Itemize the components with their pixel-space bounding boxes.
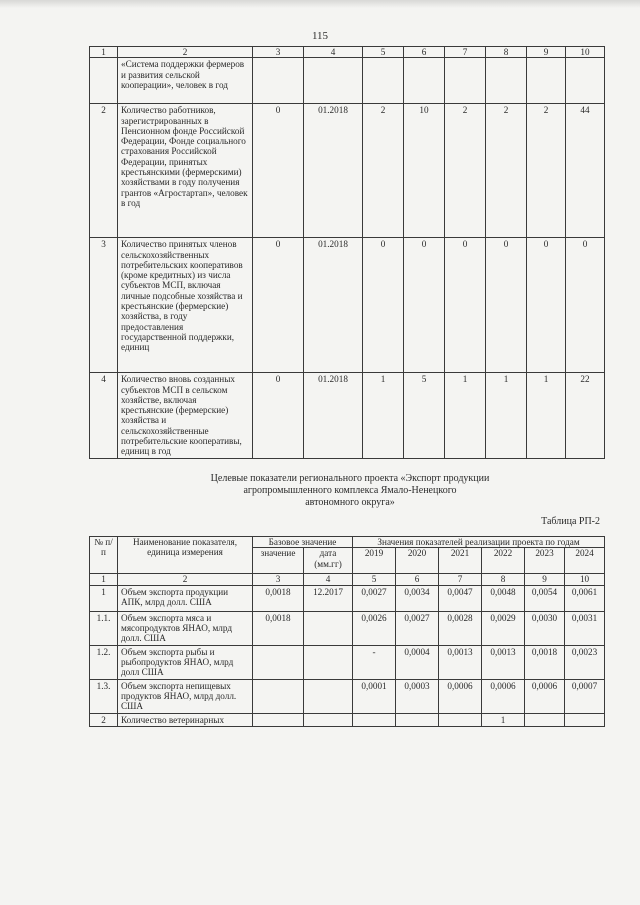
row-number: 2 bbox=[90, 713, 118, 726]
base-date bbox=[304, 679, 353, 713]
export-indicators-table bbox=[89, 536, 605, 727]
value-2021: 2 bbox=[445, 104, 486, 238]
indicator-name: Количество принятых членов сельскохозяйственных потребительских кооперативов (кроме кредитных) из числа субъектов МСП, включая личные подсобные хозяйства и крестьянские (фермерские) хозяйства, в году предоставления государственной поддержки, единиц bbox=[118, 238, 253, 373]
year-2024: 2024 bbox=[565, 548, 605, 574]
column-number-row bbox=[90, 47, 605, 58]
subheader-date: дата (мм.гг) bbox=[304, 548, 353, 574]
page-number: 115 bbox=[311, 30, 329, 42]
value-2024 bbox=[565, 713, 605, 726]
base-date: 12.2017 bbox=[304, 585, 353, 611]
indicator-name: Объем экспорта непищевых продуктов ЯНАО, млрд долл. США bbox=[118, 679, 253, 713]
value-2021: 1 bbox=[445, 373, 486, 458]
value-2022 bbox=[486, 58, 527, 104]
value-2021 bbox=[445, 58, 486, 104]
base-date: 01.2018 bbox=[304, 238, 363, 373]
value-2021: 0,0006 bbox=[439, 679, 482, 713]
value-2021: 0 bbox=[445, 238, 486, 373]
value-2023: 1 bbox=[527, 373, 566, 458]
indicator-name: Объем экспорта продукции АПК, млрд долл. США bbox=[118, 585, 253, 611]
table-label: Таблица РП-2 bbox=[541, 516, 600, 527]
base-value bbox=[253, 58, 304, 104]
value-2023 bbox=[525, 713, 565, 726]
year-2020: 2020 bbox=[396, 548, 439, 574]
table-row bbox=[90, 713, 605, 726]
value-2022: 2 bbox=[486, 104, 527, 238]
caption-line: агропромышленного комплекса Ямало-Ненецкого bbox=[243, 485, 457, 496]
value-2023: 0,0006 bbox=[525, 679, 565, 713]
header-number: № п/п bbox=[90, 537, 118, 574]
table-row bbox=[90, 585, 605, 611]
row-number: 1.1. bbox=[90, 611, 118, 645]
value-2019: 0,0026 bbox=[353, 611, 396, 645]
indicator-name: Количество ветеринарных bbox=[118, 713, 253, 726]
value-2024: 0,0031 bbox=[565, 611, 605, 645]
value-2022: 0 bbox=[486, 238, 527, 373]
base-value: 0,0018 bbox=[253, 611, 304, 645]
column-number: 5 bbox=[353, 574, 396, 585]
value-2021: 0,0028 bbox=[439, 611, 482, 645]
year-2022: 2022 bbox=[482, 548, 525, 574]
base-date: 01.2018 bbox=[304, 104, 363, 238]
value-2021 bbox=[439, 713, 482, 726]
table-row bbox=[90, 58, 605, 104]
value-2020 bbox=[396, 713, 439, 726]
column-number: 10 bbox=[565, 574, 605, 585]
base-value: 0 bbox=[253, 238, 304, 373]
value-2020: 10 bbox=[404, 104, 445, 238]
value-2024: 0 bbox=[566, 238, 605, 373]
value-2021: 0,0013 bbox=[439, 645, 482, 679]
value-2019 bbox=[363, 58, 404, 104]
row-number: 1 bbox=[90, 585, 118, 611]
value-2023: 0,0054 bbox=[525, 585, 565, 611]
value-2020: 0,0004 bbox=[396, 645, 439, 679]
value-2020: 0,0003 bbox=[396, 679, 439, 713]
header-cell: 2 bbox=[118, 47, 253, 58]
indicator-name: Объем экспорта рыбы и рыбопродуктов ЯНАО, млрд долл США bbox=[118, 645, 253, 679]
column-number: 9 bbox=[525, 574, 565, 585]
column-number: 6 bbox=[396, 574, 439, 585]
header-cell: 8 bbox=[486, 47, 527, 58]
table-row bbox=[90, 238, 605, 373]
indicator-name: Количество работников, зарегистрированных в Пенсионном фонде Российской Федерации, Фонде социального страхования Российской Федерации, принятых крестьянскими (фермерскими) хозяйствами в году получения грантов «Агростартап», человек в год bbox=[118, 104, 253, 238]
header-cell: 9 bbox=[527, 47, 566, 58]
base-value: 0,0018 bbox=[253, 585, 304, 611]
value-2019: 0 bbox=[363, 238, 404, 373]
table-caption bbox=[150, 473, 550, 509]
column-number: 2 bbox=[118, 574, 253, 585]
header-cell: 4 bbox=[304, 47, 363, 58]
base-value bbox=[253, 679, 304, 713]
value-2024: 0,0007 bbox=[565, 679, 605, 713]
column-number: 4 bbox=[304, 574, 353, 585]
value-2020: 0,0034 bbox=[396, 585, 439, 611]
year-2021: 2021 bbox=[439, 548, 482, 574]
caption-line: автономного округа» bbox=[305, 497, 395, 508]
column-number: 1 bbox=[90, 574, 118, 585]
row-number: 4 bbox=[90, 373, 118, 458]
value-2024: 0,0023 bbox=[565, 645, 605, 679]
value-2023: 0 bbox=[527, 238, 566, 373]
value-2024: 22 bbox=[566, 373, 605, 458]
indicator-name: «Система поддержки фермеров и развития сельской кооперации», человек в год bbox=[118, 58, 253, 104]
base-date bbox=[304, 611, 353, 645]
value-2019 bbox=[353, 713, 396, 726]
value-2019: - bbox=[353, 645, 396, 679]
indicators-table-continued bbox=[89, 46, 605, 459]
base-value bbox=[253, 645, 304, 679]
table-row bbox=[90, 104, 605, 238]
value-2023: 0,0018 bbox=[525, 645, 565, 679]
base-date bbox=[304, 713, 353, 726]
row-number: 3 bbox=[90, 238, 118, 373]
value-2022: 0,0013 bbox=[482, 645, 525, 679]
year-2023: 2023 bbox=[525, 548, 565, 574]
value-2020: 0 bbox=[404, 238, 445, 373]
value-2023: 0,0030 bbox=[525, 611, 565, 645]
column-number-row bbox=[90, 574, 605, 585]
year-2019: 2019 bbox=[353, 548, 396, 574]
value-2021: 0,0047 bbox=[439, 585, 482, 611]
table-row bbox=[90, 373, 605, 458]
indicator-name: Количество вновь созданных субъектов МСП в сельском хозяйстве, включая крестьянские (фермерские) хозяйства и сельскохозяйственные потребительские кооперативы, единиц в год bbox=[118, 373, 253, 458]
row-number bbox=[90, 58, 118, 104]
column-number: 3 bbox=[253, 574, 304, 585]
value-2022: 0,0048 bbox=[482, 585, 525, 611]
header-cell: 5 bbox=[363, 47, 404, 58]
base-value: 0 bbox=[253, 373, 304, 458]
header-cell: 1 bbox=[90, 47, 118, 58]
value-2022: 1 bbox=[482, 713, 525, 726]
value-2020: 0,0027 bbox=[396, 611, 439, 645]
table-row bbox=[90, 645, 605, 679]
header-indicator-name: Наименование показателя, единица измерения bbox=[118, 537, 253, 574]
value-2024: 0,0061 bbox=[565, 585, 605, 611]
table-row bbox=[90, 679, 605, 713]
header-row bbox=[90, 537, 605, 548]
header-cell: 3 bbox=[253, 47, 304, 58]
value-2024 bbox=[566, 58, 605, 104]
base-value bbox=[253, 713, 304, 726]
value-2019: 1 bbox=[363, 373, 404, 458]
row-number: 1.3. bbox=[90, 679, 118, 713]
value-2022: 1 bbox=[486, 373, 527, 458]
value-2022: 0,0029 bbox=[482, 611, 525, 645]
value-2019: 2 bbox=[363, 104, 404, 238]
column-number: 8 bbox=[482, 574, 525, 585]
value-2020 bbox=[404, 58, 445, 104]
base-date bbox=[304, 58, 363, 104]
base-date: 01.2018 bbox=[304, 373, 363, 458]
value-2022: 0,0006 bbox=[482, 679, 525, 713]
table-row bbox=[90, 611, 605, 645]
header-base-value: Базовое значение bbox=[253, 537, 353, 548]
caption-line: Целевые показатели регионального проекта «Экспорт продукции bbox=[210, 473, 490, 484]
value-2020: 5 bbox=[404, 373, 445, 458]
row-number: 2 bbox=[90, 104, 118, 238]
scan-edge-shadow bbox=[0, 0, 640, 8]
base-date bbox=[304, 645, 353, 679]
column-number: 7 bbox=[439, 574, 482, 585]
header-cell: 6 bbox=[404, 47, 445, 58]
value-2023 bbox=[527, 58, 566, 104]
row-number: 1.2. bbox=[90, 645, 118, 679]
header-yearly-values: Значения показателей реализации проекта по годам bbox=[353, 537, 605, 548]
base-value: 0 bbox=[253, 104, 304, 238]
value-2019: 0,0027 bbox=[353, 585, 396, 611]
indicator-name: Объем экспорта мяса и мясопродуктов ЯНАО, млрд долл. США bbox=[118, 611, 253, 645]
value-2023: 2 bbox=[527, 104, 566, 238]
header-cell: 7 bbox=[445, 47, 486, 58]
value-2024: 44 bbox=[566, 104, 605, 238]
value-2019: 0,0001 bbox=[353, 679, 396, 713]
subheader-value: значение bbox=[253, 548, 304, 574]
header-cell: 10 bbox=[566, 47, 605, 58]
